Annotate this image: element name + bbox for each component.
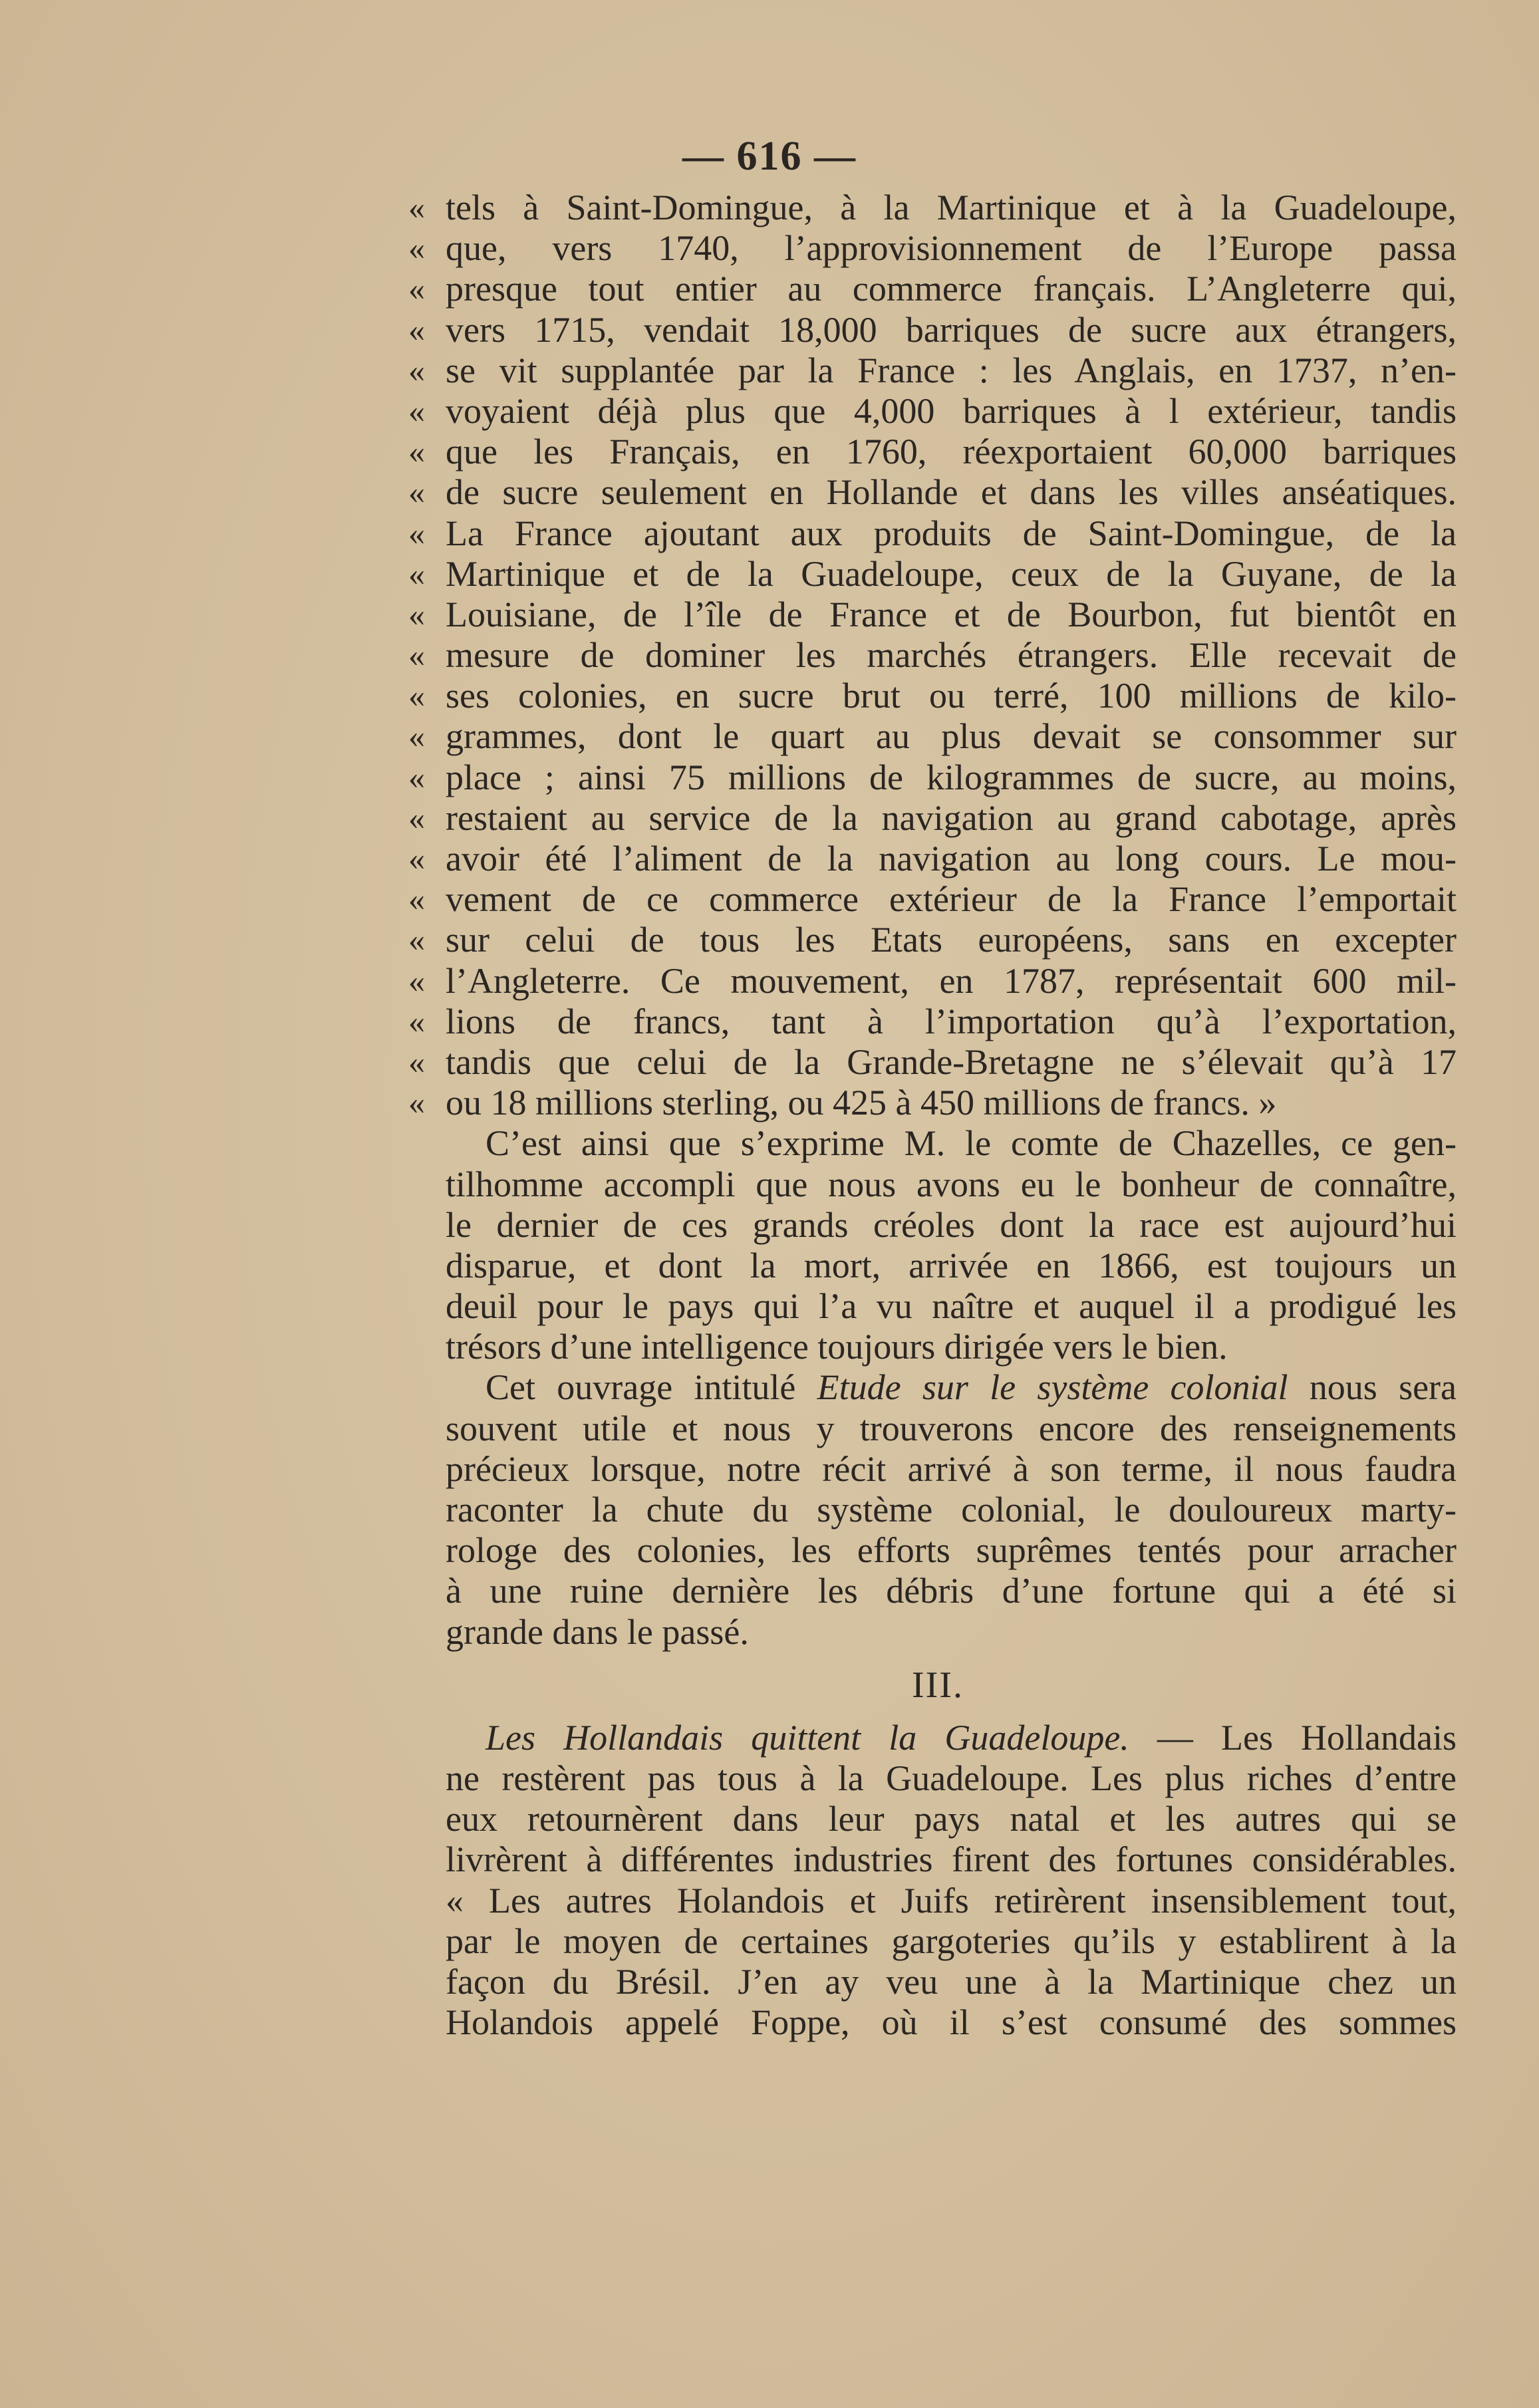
text-line: « Les autres Holandois et Juifs retirèrent insensiblement tout, [446,1880,1457,1921]
text-line: livrèrent à différentes industries firent des fortunes considérables. [446,1839,1457,1880]
text-line: « avoir été l’aliment de la navigation au long cours. Le mou- [408,839,1457,878]
text-line: « tels à Saint-Domingue, à la Martinique et à la Guadeloupe, [408,188,1457,227]
text-line: « mesure de dominer les marchés étrangers. Elle recevait de [408,635,1457,676]
text-line: par le moyen de certaines gargoteries qu’ils y establirent à la [446,1921,1457,1961]
text-line: Les Hollandais quittent la Guadeloupe. — Les Hollandais [486,1717,1457,1758]
text-line: Cet ouvrage intitulé Etude sur le système colonial nous sera [486,1367,1457,1408]
text-line: ne restèrent pas tous à la Guadeloupe. Les plus riches d’entre [446,1758,1457,1798]
text-line: « presque tout entier au commerce français. L’Angleterre qui, [408,269,1457,309]
paragraph-ouvrage [446,1367,1457,1652]
text-line: « l’Angleterre. Ce mouvement, en 1787, représentait 600 mil- [408,960,1457,1001]
book-title: Etude sur le système colonial [817,1367,1288,1408]
text-line: « vers 1715, vendait 18,000 barriques de sucre aux étrangers, [408,309,1457,350]
text-line: « Martinique et de la Guadeloupe, ceux de la Guyane, de la [408,553,1457,594]
text-line: « grammes, dont le quart au plus devait se consommer sur [408,716,1457,757]
quoted-passage [408,188,1457,1123]
text-line: façon du Brésil. J’en ay veu une à la Martinique chez un [446,1961,1457,2002]
text-line: précieux lorsque, notre récit arrivé à son terme, il nous faudra [446,1448,1457,1489]
text-line: C’est ainsi que s’exprime M. le comte de Chazelles, ce gen- [486,1123,1457,1164]
text-line: « voyaient déjà plus que 4,000 barriques à l extérieur, tandis [408,390,1457,431]
text-line: tilhomme accompli que nous avons eu le bonheur de connaître, [446,1164,1457,1204]
text-line: « restaient au service de la navigation au grand cabotage, après [408,797,1457,838]
text-line: raconter la chute du système colonial, le douloureux marty- [446,1490,1457,1530]
text-line: disparue, et dont la mort, arrivée en 1866, est toujours un [446,1245,1457,1285]
paragraph-hollandais [446,1718,1457,2044]
text-column [408,188,1457,2043]
text-line: trésors d’une intelligence toujours dirigée vers le bien. [446,1327,1228,1367]
text-line: « vement de ce commerce extérieur de la France l’emportait [408,879,1457,920]
text-line: « ses colonies, en sucre brut ou terré, 100 millions de kilo- [408,676,1457,716]
text-line: « La France ajoutant aux produits de Saint-Domingue, de la [408,513,1457,553]
text-line: grande dans le passé. [446,1611,749,1652]
section-heading: III. [912,1664,964,1706]
text-line: « que, vers 1740, l’approvisionnement de l’Europe passa [408,228,1457,269]
text-line: souvent utile et nous y trouverons encore des renseignements [446,1408,1457,1448]
text-line: « Louisiane, de l’île de France et de Bourbon, fut bientôt en [408,594,1457,634]
text-line: le dernier de ces grands créoles dont la race est aujourd’hui [446,1204,1457,1245]
text-line: rologe des colonies, les efforts suprêmes tentés pour arracher [446,1530,1457,1571]
text-line: « place ; ainsi 75 millions de kilogrammes de sucre, au moins, [408,757,1457,797]
text-line: à une ruine dernière les débris d’une fortune qui a été si [446,1571,1457,1611]
text-line: « se vit supplantée par la France : les Anglais, en 1737, n’en- [408,350,1457,390]
text-line: « ou 18 millions sterling, ou 425 à 450 millions de francs. » [408,1083,1277,1123]
text-line: « sur celui de tous les Etats européens, sans en excepter [408,920,1457,960]
text-line: deuil pour le pays qui l’a vu naître et auquel il a prodigué les [446,1286,1457,1327]
text-line: eux retournèrent dans leur pays natal et les autres qui se [446,1799,1457,1839]
text-line: « tandis que celui de la Grande-Bretagne ne s’élevait qu’à 17 [408,1041,1457,1082]
section-lead-title: Les Hollandais quittent la Guadeloupe. [486,1717,1129,1758]
page-number: — 616 — [682,134,857,179]
text-line: Holandois appelé Foppe, où il s’est consumé des sommes [446,2002,1457,2043]
text-line: « que les Français, en 1760, réexportaient 60,000 barriques [408,432,1457,472]
text-line: « lions de francs, tant à l’importation qu’à l’exportation, [408,1001,1457,1041]
paragraph-chazelles [446,1123,1457,1367]
text-line: « de sucre seulement en Hollande et dans les villes anséatiques. [408,472,1457,513]
